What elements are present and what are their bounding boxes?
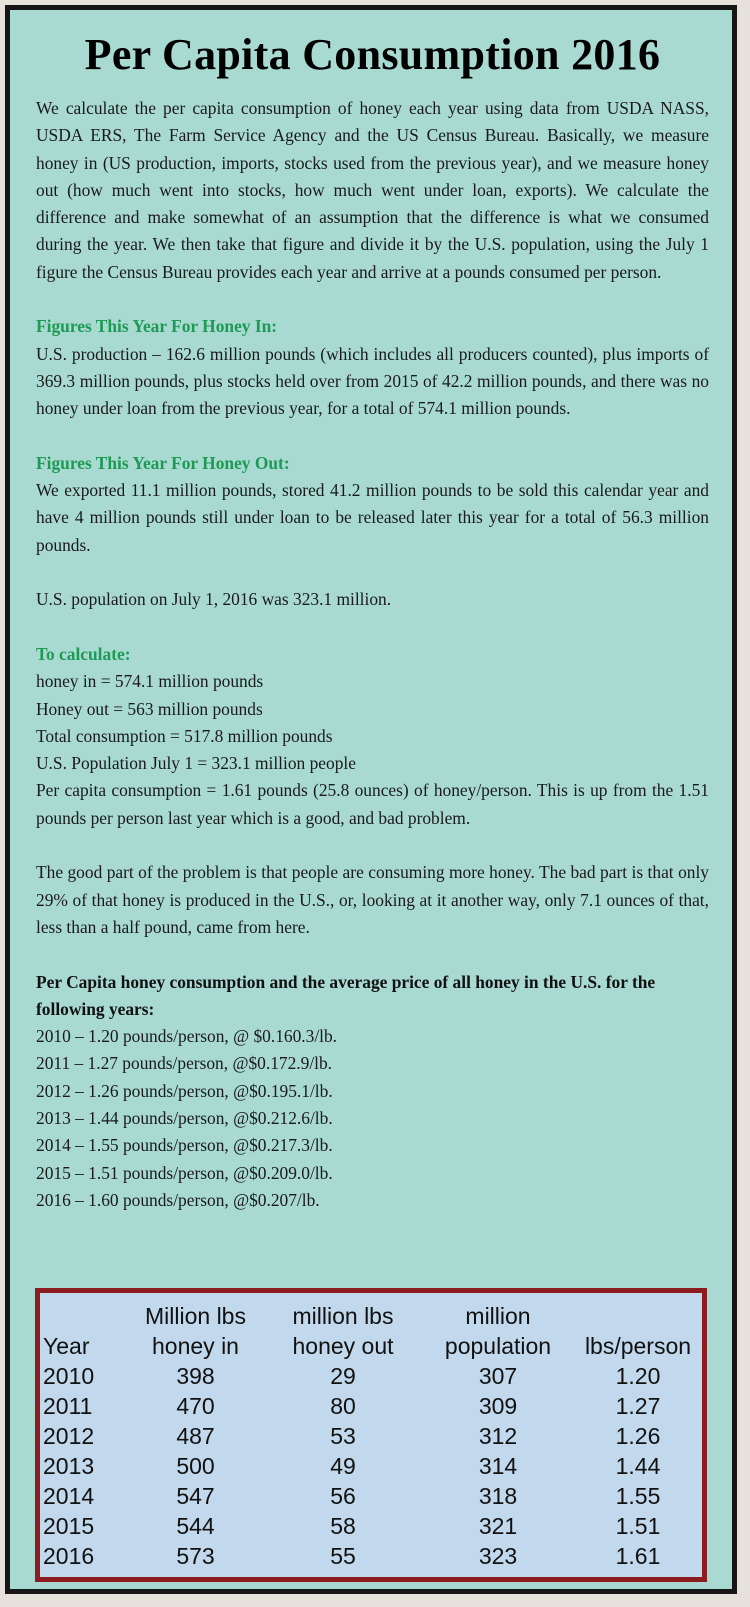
- table-cell: 314: [478, 1453, 518, 1479]
- table-row: [43, 1361, 698, 1391]
- table-cell: 1.51: [615, 1513, 661, 1539]
- table-cell: 55: [330, 1543, 356, 1569]
- calculate-line: U.S. Population July 1 = 323.1 million people: [36, 753, 356, 774]
- table-header-cell: Year: [43, 1333, 90, 1359]
- table-header-cell: population: [444, 1333, 552, 1359]
- history-line: 2012 – 1.26 pounds/person, @$0.195.1/lb.: [36, 1080, 333, 1101]
- honey-out-paragraph: We exported 11.1 million pounds, stored 41.2 million pounds to be sold this calendar year and have 4 million pounds still under loan to be released later this year for a total of 56.3 million pounds.: [36, 480, 709, 555]
- history-line: 2014 – 1.55 pounds/person, @$0.217.3/lb.: [36, 1135, 333, 1156]
- table-header-cell: [43, 1301, 123, 1331]
- table-cell: 547: [176, 1483, 215, 1509]
- table-header-cell: million lbs: [292, 1303, 394, 1329]
- article-body: [36, 95, 709, 1214]
- table-cell: 318: [478, 1483, 518, 1509]
- intro-paragraph: We calculate the per capita consumption of honey each year using data from USDA NASS, USDA ERS, The Farm Service Agency and the US Census Bureau. Basically, we measure honey in (US production, imports, stocks used from the previous year), and we measure honey out (how much went into stocks, how much went under loan, exports). We calculate the difference and make somewhat of an assumption that the difference is what we consumed during the year. We then take that figure and divide it by the U.S. population, using the July 1 figure the Census Bureau provides each year and arrive at a pounds consumed per person.: [36, 98, 709, 282]
- history-line: 2010 – 1.20 pounds/person, @ $0.160.3/lb.: [36, 1026, 338, 1047]
- calculate-line: honey in = 574.1 million pounds: [36, 671, 264, 692]
- history-line: 2011 – 1.27 pounds/person, @$0.172.9/lb.: [36, 1053, 333, 1074]
- table-cell: 2012: [43, 1423, 95, 1449]
- table-cell: 1.20: [615, 1363, 661, 1389]
- table-cell: 2014: [43, 1483, 95, 1509]
- table-cell: 58: [330, 1513, 356, 1539]
- history-heading: Per Capita honey consumption and the average price of all honey in the U.S. for the following years:: [36, 971, 656, 1019]
- article-frame: [5, 5, 737, 1594]
- spacer: [36, 832, 709, 859]
- table-header-cell: honey in: [152, 1333, 239, 1359]
- table-cell: 1.27: [615, 1393, 661, 1419]
- table-header-cell: [578, 1301, 698, 1331]
- honey-out-heading: Figures This Year For Honey Out:: [36, 452, 290, 473]
- per-capita-paragraph: Per capita consumption = 1.61 pounds (25.8 ounces) of honey/person. This is up from the 1.51 pounds per person last year which is a good, and bad problem.: [36, 780, 709, 828]
- table-cell: 1.44: [615, 1453, 661, 1479]
- table-cell: 500: [176, 1453, 215, 1479]
- table-cell: 321: [478, 1513, 518, 1539]
- calculate-line: Total consumption = 517.8 million pounds: [36, 725, 333, 746]
- data-table-box: [35, 1288, 707, 1582]
- table-cell: 29: [330, 1363, 356, 1389]
- table-cell: 487: [176, 1423, 215, 1449]
- problem-paragraph: The good part of the problem is that people are consuming more honey. The bad part is that only 29% of that honey is produced in the U.S., or, looking at it another way, only 7.1 ounces of that, less than a half pound, came from here.: [36, 862, 709, 937]
- table-cell: 573: [176, 1543, 215, 1569]
- table-cell: 2010: [43, 1363, 95, 1389]
- history-line: 2015 – 1.51 pounds/person, @$0.209.0/lb.: [36, 1162, 333, 1183]
- table-cell: 309: [478, 1393, 518, 1419]
- table-cell: 1.61: [615, 1543, 661, 1569]
- table-row: [43, 1391, 698, 1421]
- table-cell: 2013: [43, 1453, 95, 1479]
- table-cell: 398: [176, 1363, 215, 1389]
- table-cell: 1.55: [615, 1483, 661, 1509]
- table-header-cell: lbs/person: [584, 1333, 692, 1359]
- table-header-row: [43, 1301, 698, 1331]
- spacer: [36, 286, 709, 313]
- table-cell: 544: [176, 1513, 215, 1539]
- table-cell: 2015: [43, 1513, 95, 1539]
- table-cell: 307: [478, 1363, 518, 1389]
- spacer: [36, 559, 709, 586]
- table-cell: 49: [330, 1453, 356, 1479]
- table-cell: 1.26: [615, 1423, 661, 1449]
- table-header-cell: million: [465, 1303, 531, 1329]
- table-header-cell: Million lbs: [145, 1303, 246, 1329]
- table-cell: 323: [478, 1543, 518, 1569]
- table-row: [43, 1481, 698, 1511]
- table-cell: 470: [176, 1393, 215, 1419]
- calculate-line: Honey out = 563 million pounds: [36, 698, 263, 719]
- history-line: 2013 – 1.44 pounds/person, @$0.212.6/lb.: [36, 1107, 333, 1128]
- population-paragraph: U.S. population on July 1, 2016 was 323.1 million.: [36, 589, 392, 610]
- table-cell: 53: [330, 1423, 356, 1449]
- table-header-row: [43, 1331, 698, 1361]
- table-row: [43, 1451, 698, 1481]
- table-row: [43, 1511, 698, 1541]
- honey-in-heading: Figures This Year For Honey In:: [36, 316, 278, 337]
- spacer: [36, 941, 709, 968]
- history-line: 2016 – 1.60 pounds/person, @$0.207/lb.: [36, 1189, 320, 1210]
- table-row: [43, 1421, 698, 1451]
- consumption-table: [43, 1301, 698, 1571]
- page-title: Per Capita Consumption 2016: [84, 30, 661, 79]
- honey-in-paragraph: U.S. production – 162.6 million pounds (which includes all producers counted), plus imports of 369.3 million pounds, plus stocks held over from 2015 of 42.2 million pounds, and there was no honey under loan from the previous year, for a total of 574.1 million pounds.: [36, 343, 709, 419]
- table-cell: 80: [330, 1393, 356, 1419]
- spacer: [36, 614, 709, 641]
- table-cell: 2011: [43, 1393, 93, 1419]
- table-cell: 2016: [43, 1543, 95, 1569]
- table-cell: 312: [478, 1423, 518, 1449]
- calculate-heading: To calculate:: [36, 643, 131, 664]
- table-row: [43, 1541, 698, 1571]
- table-header-cell: honey out: [292, 1333, 394, 1359]
- table-cell: 56: [330, 1483, 356, 1509]
- spacer: [36, 423, 709, 450]
